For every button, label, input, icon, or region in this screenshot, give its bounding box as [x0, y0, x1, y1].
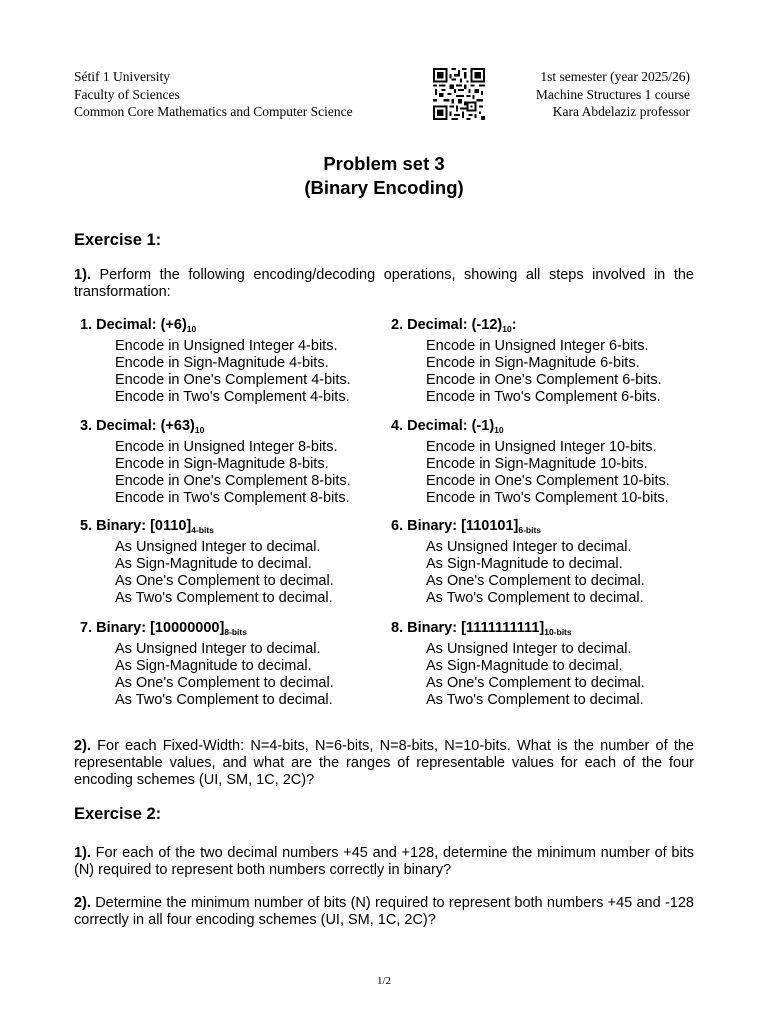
item-title: 7. Binary: $[10000000]_{8-bits}$: [80, 620, 247, 637]
page-title: Problem set 3: [323, 153, 445, 174]
item-title: 5. Binary: $[0110]_{4-bits}$: [80, 518, 214, 535]
item-line: As Unsigned Integer to decimal.: [426, 641, 632, 657]
item-line: As One's Complement to decimal.: [426, 675, 645, 691]
item-title: 4. Decimal: $(-1)_{10}$: [391, 418, 504, 435]
question-number: 1).: [74, 267, 91, 283]
item-line: As Sign-Magnitude to decimal.: [115, 658, 312, 674]
semester: 1st semester (year 2025/26): [540, 69, 690, 84]
exercise-item-4: [391, 418, 711, 507]
question-text: For each Fixed-Width: N=4-bits, N=6-bits, N=8-bits, N=10-bits. What is the number of the representable values, and what are the ranges of representable values for each of the four encoding schemes (UI, SM, 1C, 2C)?: [74, 738, 694, 788]
page-number: 1/2: [376, 975, 392, 987]
item-line: Encode in Two's Complement 4-bits.: [115, 389, 350, 405]
exercise-item-7: [80, 620, 400, 709]
item-line: As Sign-Magnitude to decimal.: [426, 556, 623, 572]
exercise-item-6: [391, 518, 711, 607]
item-line: As Sign-Magnitude to decimal.: [426, 658, 623, 674]
item-line: Encode in Sign-Magnitude 8-bits.: [115, 456, 329, 472]
question-text: Determine the minimum number of bits (N) required to represent both numbers +45 and -128 correctly in all four encoding schemes (UI, SM, 1C, 2C)?: [74, 895, 694, 928]
exercise2-heading: Exercise 2:: [74, 805, 162, 823]
item-title: 6. Binary: $[110101]_{6-bits}$: [391, 518, 542, 535]
question-number: 2).: [74, 895, 91, 911]
exercise2-question1: [74, 845, 694, 879]
item-title: 1. Decimal: $(+6)_{10}$: [80, 317, 197, 334]
page-subtitle: (Binary Encoding): [304, 177, 464, 198]
header-course: [536, 68, 690, 121]
question-number: 1).: [74, 845, 91, 861]
item-line: As Two's Complement to decimal.: [115, 590, 333, 606]
item-title: 3. Decimal: $(+63)_{10}$: [80, 418, 205, 435]
item-line: Encode in One's Complement 10-bits.: [426, 473, 670, 489]
exercise-item-5: [80, 518, 400, 607]
exercise-item-1: [80, 317, 400, 406]
faculty-name: Faculty of Sciences: [74, 86, 180, 102]
item-line: As Two's Complement to decimal.: [426, 590, 644, 606]
qr-code-icon: [433, 68, 485, 120]
department-name: Common Core Mathematics and Computer Science: [74, 104, 353, 119]
item-line: Encode in Two's Complement 6-bits.: [426, 389, 661, 405]
question-text: Perform the following encoding/decoding operations, showing all steps involved in the transformation:: [74, 267, 694, 300]
item-line: As One's Complement to decimal.: [426, 573, 645, 589]
course-name: Machine Structures 1 course: [535, 86, 690, 102]
item-line: Encode in One's Complement 4-bits.: [115, 372, 351, 388]
item-line: As Two's Complement to decimal.: [115, 692, 333, 708]
item-title: 8. Binary: $[1111111111]_{10-bits}$: [391, 620, 572, 637]
exercise2-question2: [74, 895, 694, 929]
item-line: Encode in Two's Complement 10-bits.: [426, 490, 669, 506]
item-line: Encode in One's Complement 8-bits.: [115, 473, 351, 489]
item-line: Encode in Unsigned Integer 4-bits.: [115, 338, 338, 354]
professor-name: Kara Abdelaziz professor: [552, 104, 690, 119]
item-line: Encode in One's Complement 6-bits.: [426, 372, 662, 388]
item-line: Encode in Unsigned Integer 6-bits.: [426, 338, 649, 354]
item-line: As Unsigned Integer to decimal.: [426, 539, 632, 555]
exercise1-question2: [74, 738, 694, 789]
item-line: As Unsigned Integer to decimal.: [115, 539, 321, 555]
item-line: Encode in Unsigned Integer 10-bits.: [426, 439, 657, 455]
header-institution: [74, 68, 353, 121]
exercise-item-2: [391, 317, 711, 406]
item-line: As One's Complement to decimal.: [115, 675, 334, 691]
question-number: 2).: [74, 738, 91, 754]
item-line: Encode in Sign-Magnitude 4-bits.: [115, 355, 329, 371]
item-line: Encode in Unsigned Integer 8-bits.: [115, 439, 338, 455]
exercise-item-8: [391, 620, 711, 709]
exercise-item-3: [80, 418, 400, 507]
item-line: As Unsigned Integer to decimal.: [115, 641, 321, 657]
item-line: Encode in Two's Complement 8-bits.: [115, 490, 350, 506]
item-line: Encode in Sign-Magnitude 10-bits.: [426, 456, 648, 472]
university-name: Sétif 1 University: [74, 69, 170, 84]
item-line: As Sign-Magnitude to decimal.: [115, 556, 312, 572]
item-line: Encode in Sign-Magnitude 6-bits.: [426, 355, 640, 371]
exercise1-question1: [74, 267, 694, 301]
item-line: As Two's Complement to decimal.: [426, 692, 644, 708]
question-text: For each of the two decimal numbers +45 and +128, determine the minimum number of bits (N) required to represent both numbers correctly in binary?: [74, 845, 694, 878]
item-line: As One's Complement to decimal.: [115, 573, 334, 589]
exercise1-heading: Exercise 1:: [74, 231, 162, 249]
item-title: 2. Decimal: $(-12)_{10}$:: [391, 317, 517, 334]
